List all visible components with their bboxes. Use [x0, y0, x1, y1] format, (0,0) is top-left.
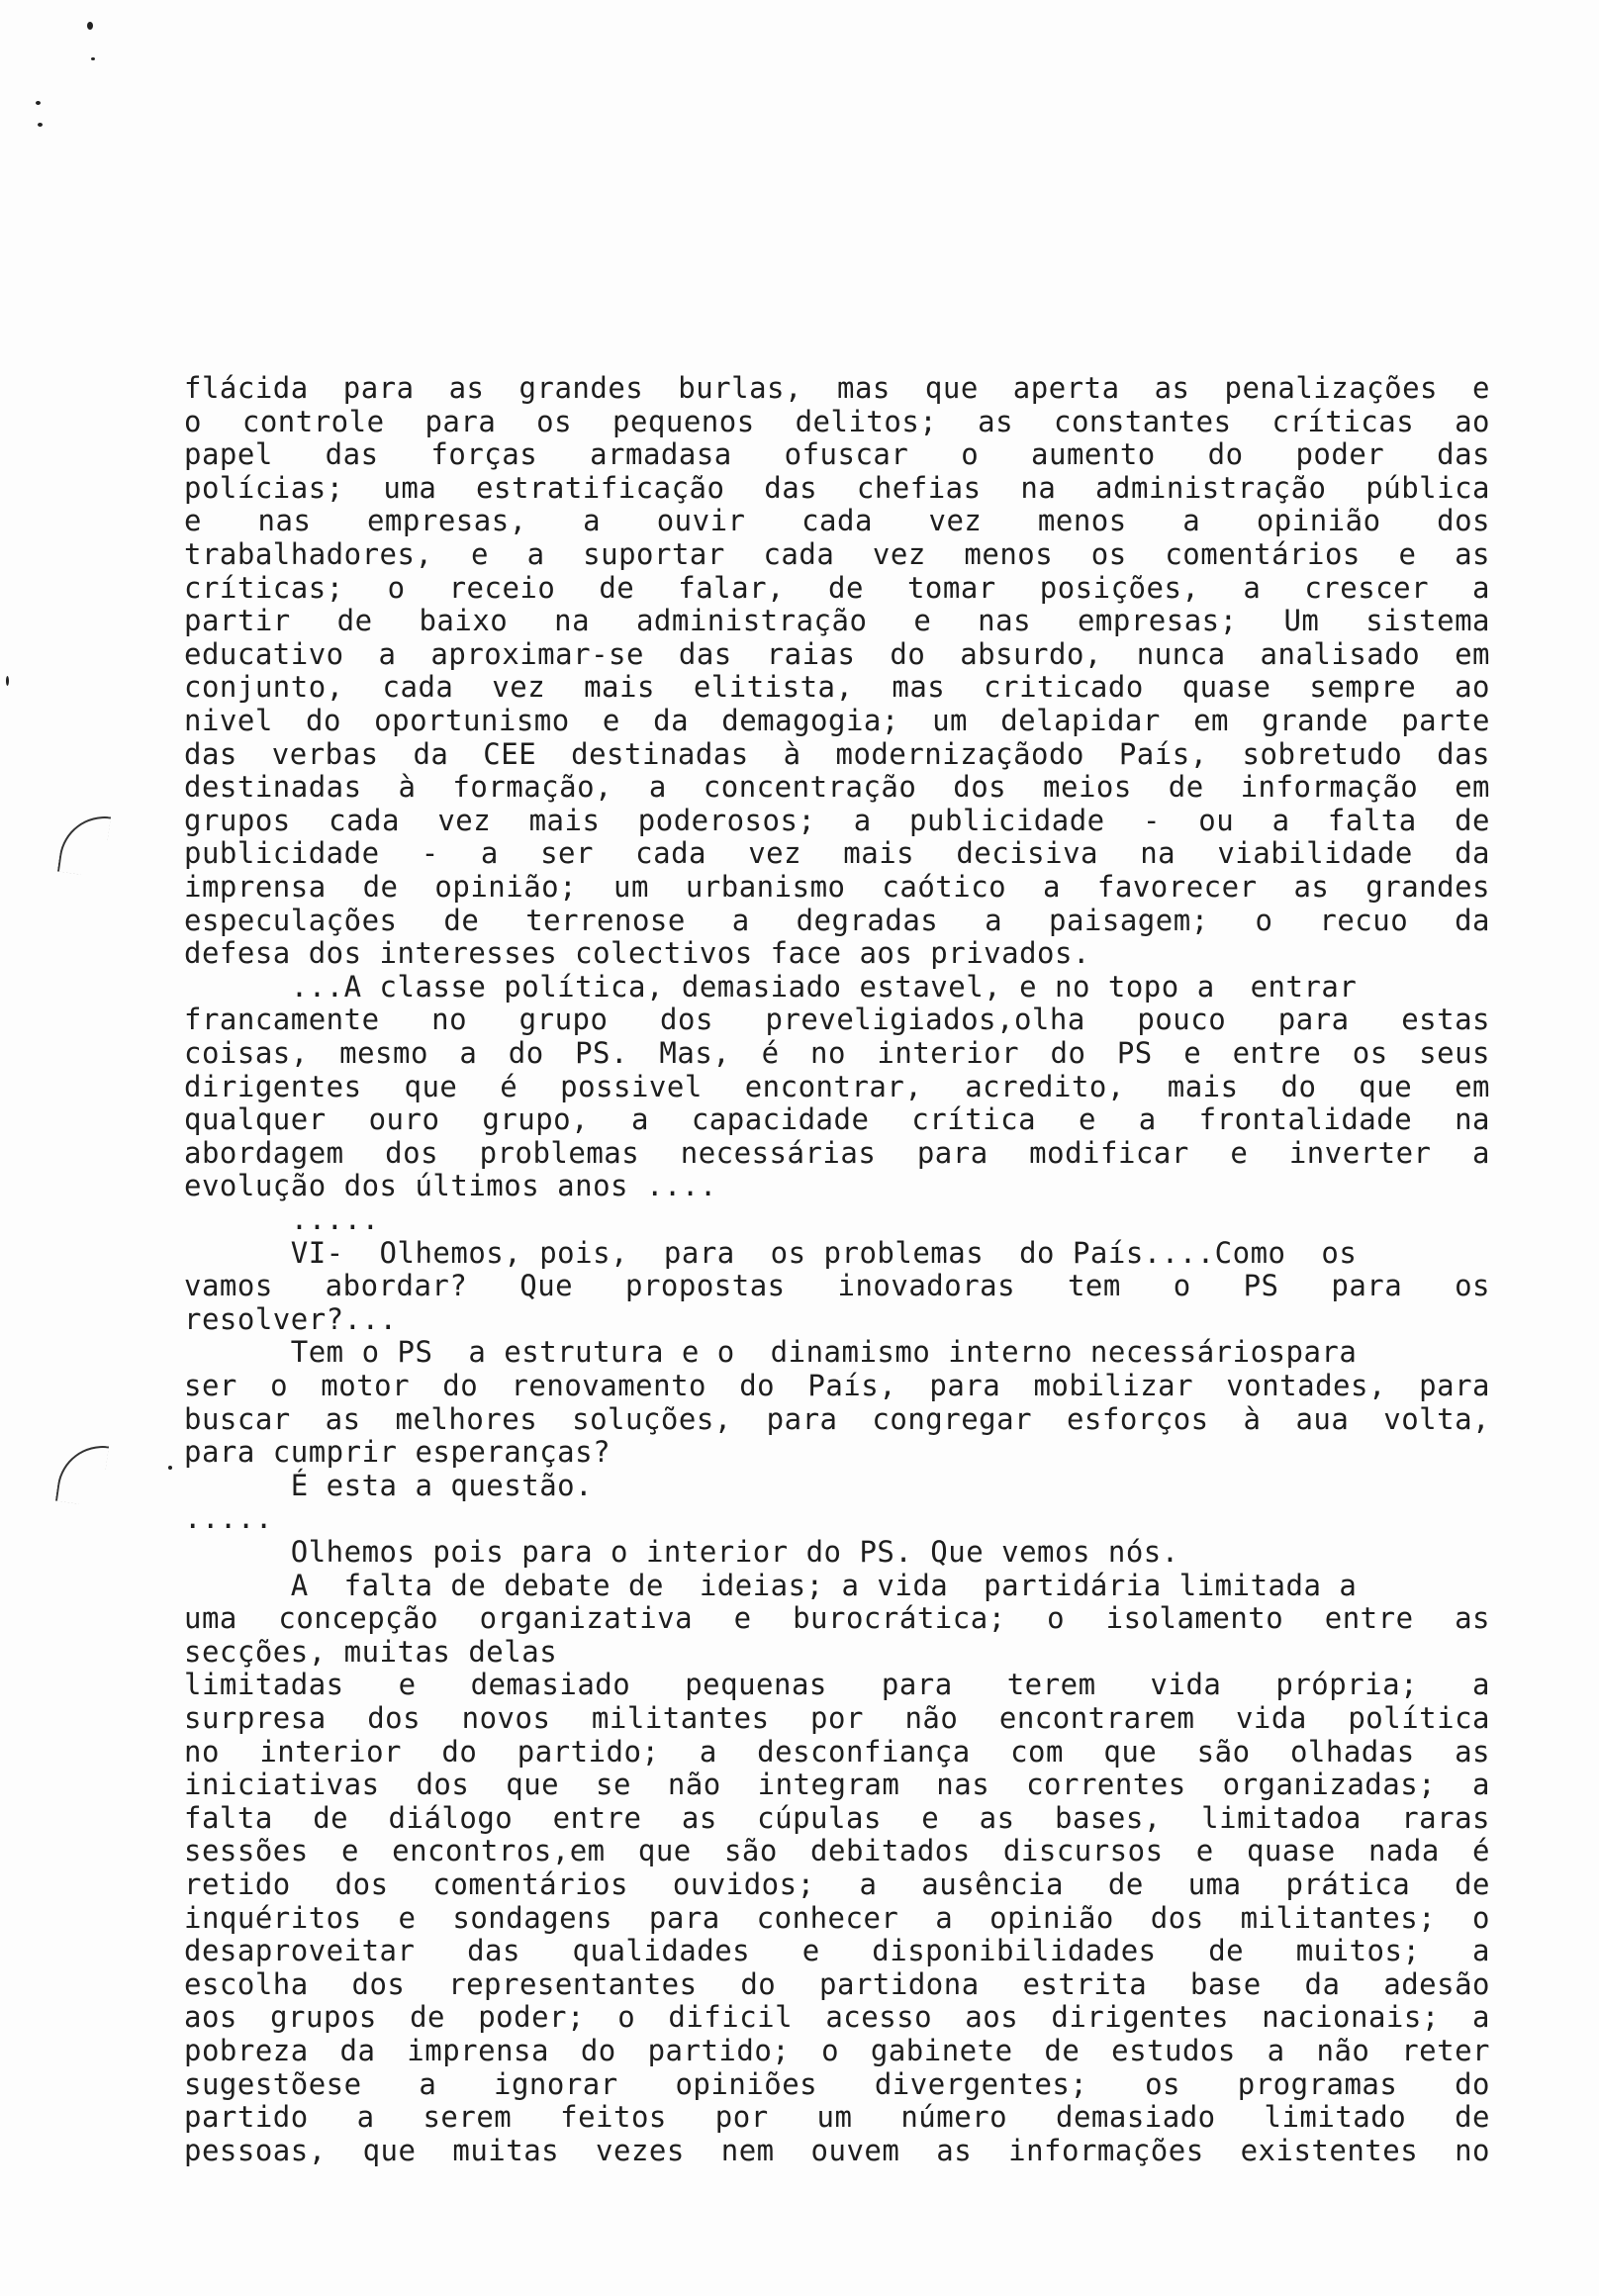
- text-line: publicidade - a ser cada vez mais decisiva na viabilidade da: [184, 836, 1490, 871]
- text-line: nivel do oportunismo e da demagogia; um delapidar em grande parte: [184, 704, 1490, 737]
- text-line: aos grupos de poder; o dificil acesso aos dirigentes nacionais; a: [184, 2000, 1490, 2035]
- text-line: sessões e encontros,em que são debitados discursos e quase nada é: [184, 1834, 1490, 1868]
- text-line: escolha dos representantes do partidona estrita base da adesão: [184, 1966, 1490, 2001]
- text-line: pessoas, que muitas vezes nem ouvem as informações existentes no: [184, 2133, 1490, 2167]
- text-line: educativo a aproximar-se das raias do absurdo, nunca analisado em: [184, 636, 1490, 671]
- text-line: especulações de terrenose a degradas a paisagem; o recuo da: [184, 903, 1490, 937]
- text-line: trabalhadores, e a suportar cada vez menos os comentários e as: [184, 537, 1490, 571]
- text-line: papel das forças armadasa ofuscar o aumento do poder das: [184, 437, 1490, 472]
- text-line: .....: [184, 1202, 380, 1236]
- text-line: para cumprir esperanças?: [184, 1435, 611, 1470]
- text-line: francamente no grupo dos preveligiados,olha pouco para estas: [184, 1003, 1490, 1037]
- text-line: ser o motor do renovamento do País, para mobilizar vontades, para: [184, 1369, 1490, 1402]
- text-line: desaproveitar das qualidades e disponibilidades de muitos; a: [184, 1934, 1490, 1968]
- text-line: coisas, mesmo a do PS. Mas, é no interior do PS e entre os seus: [184, 1036, 1490, 1070]
- text-line: inquéritos e sondagens para conhecer a opinião dos militantes; o: [184, 1900, 1490, 1935]
- punch-hole-mark: [57, 811, 111, 878]
- text-line: destinadas à formação, a concentração dos meios de informação em: [184, 770, 1490, 805]
- text-line: o controle para os pequenos delitos; as constantes críticas ao: [184, 404, 1490, 438]
- text-line: .....: [184, 1501, 273, 1536]
- text-line: limitadas e demasiado pequenas para terem vida própria; a: [184, 1668, 1490, 1702]
- text-line: das verbas da CEE destinadas à modernizaçãodo País, sobretudo das: [184, 736, 1490, 771]
- text-line: retido dos comentários ouvidos; a ausência de uma prática de: [184, 1867, 1490, 1901]
- text-line: iniciativas dos que se não integram nas correntes organizadas; a: [184, 1768, 1490, 1802]
- text-line: surpresa dos novos militantes por não encontrarem vida política: [184, 1701, 1490, 1735]
- scan-speck: [38, 123, 43, 127]
- text-line: Olhemos pois para o interior do PS. Que vemos nós.: [184, 1535, 1179, 1569]
- text-line: falta de diálogo entre as cúpulas e as bases, limitadoa raras: [184, 1800, 1490, 1835]
- punch-hole-mark: [55, 1440, 109, 1507]
- scan-speck: [87, 22, 93, 30]
- text-line: qualquer ouro grupo, a capacidade crítica e a frontalidade na: [184, 1102, 1490, 1137]
- text-line: buscar as melhores soluções, para congregar esforços à aua volta,: [184, 1401, 1490, 1436]
- text-line: Tem o PS a estrutura e o dinamismo interno necessáriospara: [184, 1335, 1358, 1370]
- text-line: críticas; o receio de falar, de tomar posições, a crescer a: [184, 570, 1490, 605]
- text-line: polícias; uma estratificação das chefias na administração pública: [184, 470, 1490, 505]
- text-line: ...A classe política, demasiado estavel, e no topo a entrar: [184, 969, 1358, 1004]
- text-line: grupos cada vez mais poderosos; a publicidade - ou a falta de: [184, 803, 1490, 837]
- text-line: defesa dos interesses colectivos face aos privados.: [184, 936, 1090, 971]
- text-line: partir de baixo na administração e nas empresas; Um sistema: [184, 604, 1490, 638]
- text-line: A falta de debate de ideias; a vida partidária limitada a: [184, 1568, 1358, 1602]
- text-line: vamos abordar? Que propostas inovadoras tem o PS para os: [184, 1269, 1490, 1303]
- text-line: partido a serem feitos por um número demasiado limitado de: [184, 2100, 1490, 2135]
- text-line: uma concepção organizativa e burocrática; o isolamento entre as: [184, 1601, 1490, 1636]
- text-line: evolução dos últimos anos ....: [184, 1169, 717, 1203]
- text-line: e nas empresas, a ouvir cada vez menos a opinião dos: [184, 504, 1490, 538]
- text-line: flácida para as grandes burlas, mas que aperta as penalizações e: [184, 371, 1490, 405]
- text-line: abordagem dos problemas necessárias para modificar e inverter a: [184, 1135, 1490, 1170]
- text-line: conjunto, cada vez mais elitista, mas criticado quase sempre ao: [184, 670, 1490, 705]
- text-line: É esta a questão.: [184, 1468, 594, 1502]
- text-line: secções, muitas delas: [184, 1634, 558, 1669]
- text-line: dirigentes que é possivel encontrar, acredito, mais do que em: [184, 1069, 1490, 1103]
- scan-speck: [6, 676, 9, 686]
- text-line: imprensa de opinião; um urbanismo caótico a favorecer as grandes: [184, 870, 1490, 904]
- text-line: resolver?...: [184, 1301, 398, 1336]
- scan-speck: [36, 101, 41, 105]
- scan-speck: [91, 57, 95, 60]
- text-line: pobreza da imprensa do partido; o gabinete de estudos a não reter: [184, 2034, 1490, 2067]
- scan-speck: [168, 1466, 172, 1470]
- text-line: VI- Olhemos, pois, para os problemas do País....Como os: [184, 1235, 1358, 1270]
- text-line: no interior do partido; a desconfiança com que são olhadas as: [184, 1734, 1490, 1769]
- text-line: sugestõese a ignorar opiniões divergentes; os programas do: [184, 2066, 1490, 2101]
